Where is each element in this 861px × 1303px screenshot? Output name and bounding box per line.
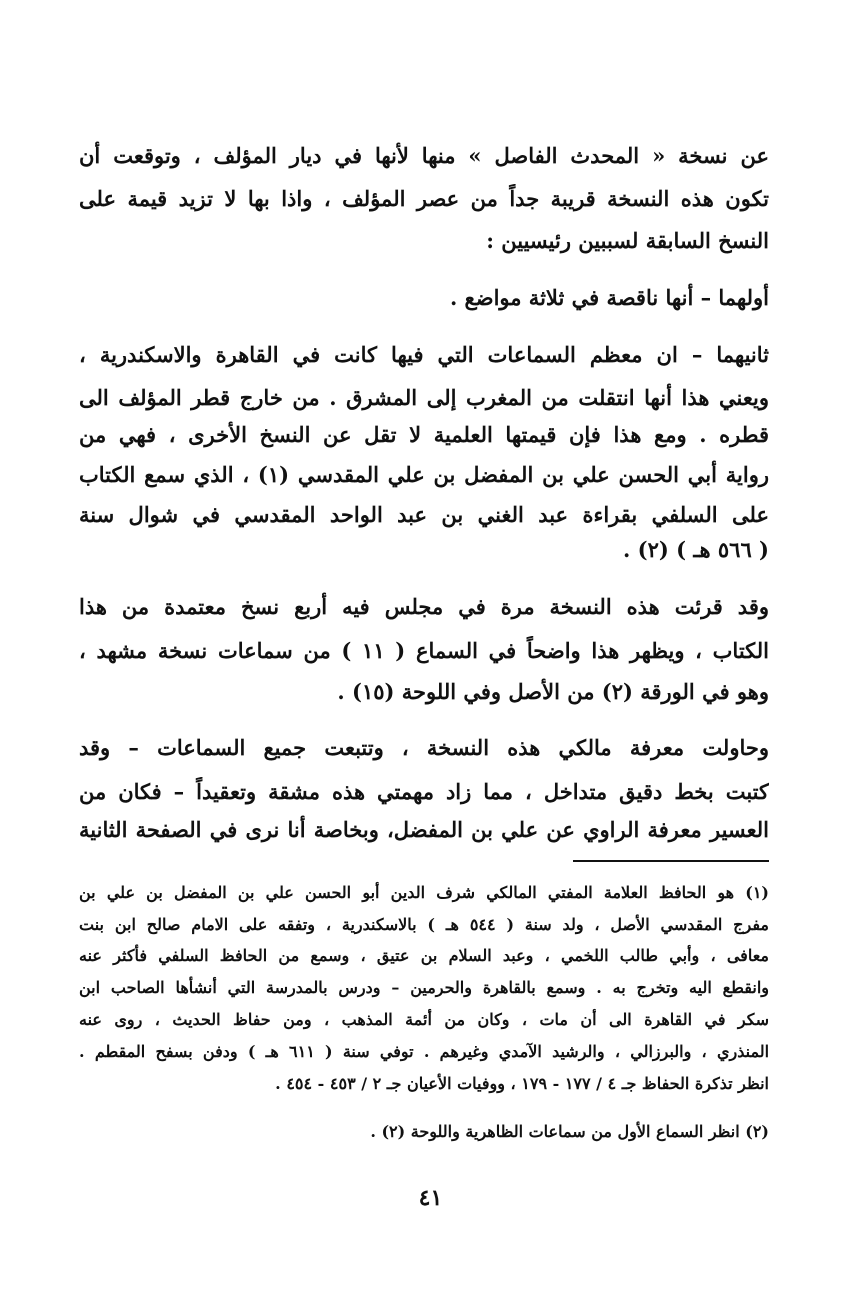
body-line: الكتاب ، ويظهر هذا واضحاً في السماع ( ١١ ) من سماعات نسخة مشهد ، [79, 638, 769, 663]
footnote-line: مفرج المقدسي الأصل ، ولد سنة ( ٥٤٤ هـ ) بالاسكندرية ، وتفقه على الامام صالح ابن بنت [79, 915, 769, 934]
footnote-line: انظر تذكرة الحفاظ جـ ٤ / ١٧٧ - ١٧٩ ، ووفيات الأعيان جـ ٢ / ٤٥٣ - ٤٥٤ . [275, 1074, 769, 1093]
footnote-line: (٢) انظر السماع الأول من سماعات الظاهرية واللوحة (٢) . [370, 1122, 769, 1141]
body-line: على السلفي بقراءة عبد الغني بن عبد الواحد المقدسي في شوال سنة [79, 502, 769, 527]
body-line: قطره . ومع هذا فإن قيمتها العلمية لا تقل عن النسخ الأخرى ، فهي من [79, 422, 769, 447]
footnote-separator [573, 860, 769, 862]
body-line: ويعني هذا أنها انتقلت من المغرب إلى المشرق . من خارج قطر المؤلف الى [79, 385, 769, 410]
body-line: أولهما – أنها ناقصة في ثلاثة مواضع . [449, 285, 769, 310]
body-line: وهو في الورقة (٢) من الأصل وفي اللوحة (١٥) . [337, 679, 769, 704]
body-line: وقد قرئت هذه النسخة مرة في مجلس فيه أربع نسخ معتمدة من هذا [79, 594, 769, 619]
page-number: ٤١ [418, 1185, 443, 1211]
body-line: تكون هذه النسخة قريبة جداً من عصر المؤلف ، واذا بها لا تزيد قيمة على [79, 186, 769, 211]
body-line: النسخ السابقة لسببين رئيسيين : [486, 228, 769, 253]
body-line: كتبت بخط دقيق متداخل ، مما زاد مهمتي هذه مشقة وتعقيداً – فكان من [79, 779, 769, 804]
body-line: عن نسخة « المحدث الفاصل » منها لأنها في ديار المؤلف ، وتوقعت أن [79, 143, 769, 168]
body-line: ( ٥٦٦ هـ ) (٢) . [623, 537, 769, 562]
body-line: رواية أبي الحسن علي بن المفضل بن علي المقدسي (١) ، الذي سمع الكتاب [79, 462, 769, 487]
footnote-line: (١) هو الحافظ العلامة المفتي المالكي شرف الدين أبو الحسن علي بن المفضل بن علي بن [79, 883, 769, 902]
body-line: العسير معرفة الراوي عن علي بن المفضل، وبخاصة أنا نرى في الصفحة الثانية [79, 817, 769, 842]
body-line: وحاولت معرفة مالكي هذه النسخة ، وتتبعت جميع السماعات – وقد [79, 735, 769, 760]
footnote-line: وانقطع اليه وتخرج به . وسمع بالقاهرة والحرمين – ودرس بالمدرسة التي أنشأها الصاحب ابن [79, 978, 769, 997]
body-line: ثانيهما – ان معظم السماعات التي فيها كانت في القاهرة والاسكندرية ، [79, 342, 769, 367]
footnote-line: المنذري ، والبرزالي ، والرشيد الآمدي وغيرهم . توفي سنة ( ٦١١ هـ ) ودفن بسفح المقطم . [79, 1042, 769, 1061]
footnote-line: معافى ، وأبي طالب اللخمي ، وعبد السلام بن عتيق ، وسمع من الحافظ السلفي فأكثر عنه [79, 946, 769, 965]
footnote-line: سكر في القاهرة الى أن مات ، وكان من أئمة المذهب ، ومن حفاظ الحديث ، روى عنه [79, 1010, 769, 1029]
